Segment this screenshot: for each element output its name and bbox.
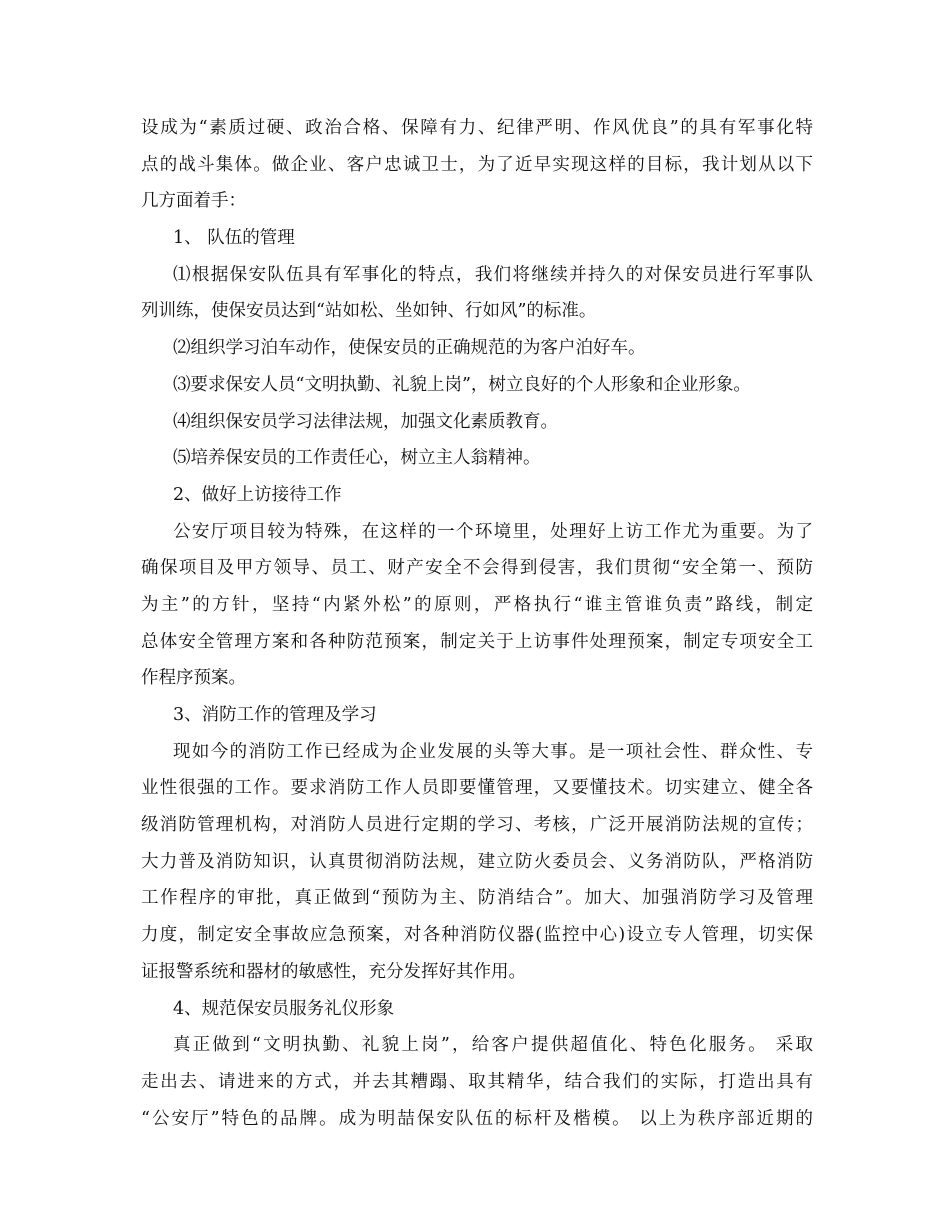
text-line: 走出去、请进来的方式，并去其糟蹋、取其精华，结合我们的实际，打造出具有 (141, 1071, 813, 1092)
text-line: 业性很强的工作。要求消防工作人员即要懂管理，又要懂技术。切实建立、健全各 (141, 778, 813, 799)
text-line: 现如今的消防工作已经成为企业发展的头等大事。是一项社会性、群众性、专 (173, 741, 813, 762)
text-line: 作程序预案。 (141, 668, 246, 689)
text-line: ⑶要求保安人员“文明执勤、礼貌上岗”，树立良好的个人形象和企业形象。 (173, 374, 751, 395)
text-line: 为主”的方针，坚持“内紧外松”的原则，严格执行“谁主管谁负责”路线，制定 (141, 594, 813, 615)
text-line: 总体安全管理方案和各种防范预案，制定关于上访事件处理预案，制定专项安全工 (141, 631, 813, 652)
text-line: ⑴根据保安队伍具有军事化的特点，我们将继续并持久的对保安员进行军事队 (173, 264, 813, 285)
text-line: 列训练，使保安员达到“站如松、坐如钟、行如风”的标准。 (141, 301, 597, 322)
text-line: 级消防管理机构，对消防人员进行定期的学习、考核，广泛开展消防法规的宣传； (141, 815, 813, 836)
text-line: 证报警系统和器材的敏感性，充分发挥好其作用。 (141, 961, 526, 982)
text-line: 几方面着手： (141, 191, 246, 212)
section-heading: 3、消防工作的管理及学习 (173, 705, 377, 725)
section-heading: 1、 队伍的管理 (173, 228, 295, 249)
text-line: 确保项目及甲方领导、员工、财产安全不会得到侵害，我们贯彻“安全第一、预防 (141, 558, 813, 579)
text-line: 工作程序的审批，真正做到“预防为主、防消结合”。加大、加强消防学习及管理 (141, 888, 813, 909)
text-line: 真正做到“文明执勤、礼貌上岗”，给客户提供超值化、特色化服务。 采取 (173, 1035, 813, 1056)
text-line: ⑸培养保安员的工作责任心，树立主人翁精神。 (173, 448, 541, 469)
text-line: “公安厅”特色的品牌。成为明喆保安队伍的标杆及楷模。 以上为秩序部近期的 (141, 1108, 813, 1129)
section-heading: 4、规范保安员服务礼仪形象 (173, 998, 395, 1019)
text-line: 力度，制定安全事故应急预案，对各种消防仪器(监控中心)设立专人管理，切实保 (141, 925, 813, 946)
document-body (141, 110, 813, 1137)
text-line: 点的战斗集体。做企业、客户忠诚卫士，为了近早实现这样的目标，我计划从以下 (141, 154, 813, 175)
text-line: ⑷组织保安员学习法律法规，加强文化素质教育。 (173, 411, 558, 432)
text-line: 公安厅项目较为特殊，在这样的一个环境里，处理好上访工作尤为重要。为了 (173, 521, 813, 542)
text-line: 设成为“素质过硬、政治合格、保障有力、纪律严明、作风优良”的具有军事化特 (141, 118, 813, 138)
text-line: ⑵组织学习泊车动作，使保安员的正确规范的为客户泊好车。 (173, 338, 646, 359)
text-line: 大力普及消防知识，认真贯彻消防法规，建立防火委员会、义务消防队，严格消防 (141, 851, 813, 872)
section-heading: 2、做好上访接待工作 (173, 484, 342, 505)
